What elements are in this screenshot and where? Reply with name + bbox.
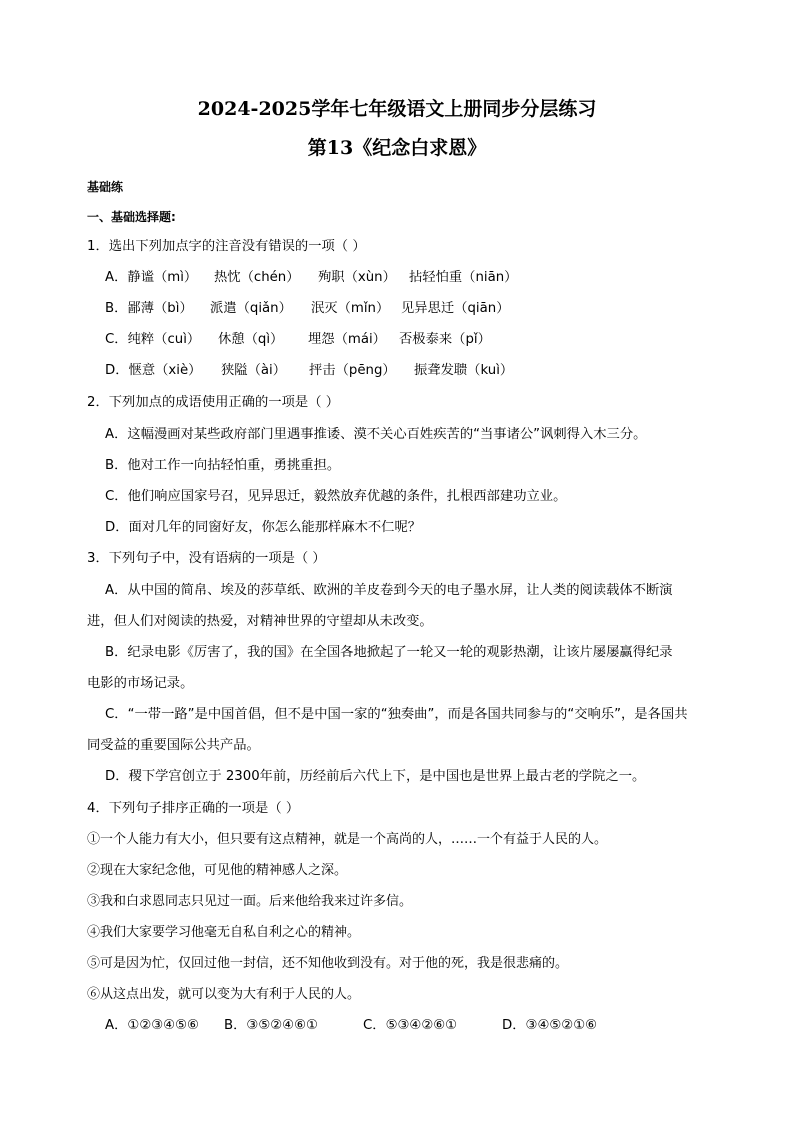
question-4-sentence-5: ⑤可是因为忙，仅回过他一封信，还不知他收到没有。对于他的死，我是很悲痛的。 [87,956,569,971]
option-b-item-1: B．鄙薄（bì） [105,301,193,316]
question-3-option-c-line-2: 同受益的重要国际公共产品。 [87,738,260,753]
document-title: 2024-2025学年七年级语文上册同步分层练习 [197,98,597,120]
question-1-stem: 1．选出下列加点字的注音没有错误的一项（ ） [87,239,366,254]
question-4-sentence-4: ④我们大家要学习他毫无自私自利之心的精神。 [87,925,361,940]
part-label: 一、基础选择题: [87,210,176,224]
question-2-stem: 2．下列加点的成语使用正确的一项是（ ） [87,395,340,410]
option-d-item-4: 振聋发聩（kuì） [414,363,514,378]
question-3-option-d: D．稷下学宫创立于 2300年前，历经前后六代上下，是中国也是世界上最古老的学院之一。 [105,769,646,784]
question-4-sentence-2: ②现在大家纪念他，可见他的精神感人之深。 [87,863,348,878]
option-b-item-4: 见异思迁（qiān） [401,301,510,316]
question-3-option-b-line-1: B．纪录电影《厉害了，我的国》在全国各地掀起了一轮又一轮的观影热潮，让该片屡屡赢得纪录 [105,645,673,660]
section-label: 基础练 [87,180,124,194]
question-3-option-c-line-1: C．“一带一路”是中国首倡，但不是中国一家的“独奏曲”，而是各国共同参与的“交响乐”，是各国共 [105,707,688,722]
question-2-option-d: D．面对几年的同窗好友，你怎么能那样麻木不仁呢？ [105,520,422,535]
lesson-title: 第13《纪念白求恩》 [307,137,487,159]
question-4-sentence-6: ⑥从这点出发，就可以变为大有利于人民的人。 [87,987,361,1002]
option-d-item-1: D．惬意（xiè） [105,363,202,378]
question-2-option-c: C．他们响应国家号召，见异思迁，毅然放弃优越的条件，扎根西部建功立业。 [105,489,567,504]
option-d-item-2: 狭隘（ài） [221,363,287,378]
option-c-item-4: 否极泰来（pǐ） [399,332,491,347]
question-4-option-b: B．③⑤②④⑥① [224,1018,318,1033]
question-3-option-b-line-2: 电影的市场记录。 [87,676,194,691]
question-4-option-c: C．⑤③④②⑥① [363,1018,458,1033]
option-a-item-4: 拈轻怕重（niān） [409,270,518,285]
option-d-item-3: 抨击（pēng） [309,363,396,378]
question-3-stem: 3．下列句子中，没有语病的一项是（ ） [87,551,326,566]
option-c-item-2: 休憩（qì） [218,332,284,347]
option-a-item-3: 殉职（xùn） [318,270,396,285]
question-3-option-a-line-2: 进，但人们对阅读的热爱，对精神世界的守望却从未改变。 [87,614,433,629]
question-4-stem: 4．下列句子排序正确的一项是（ ） [87,801,300,816]
option-b-item-3: 泯灭（mǐn） [311,301,390,316]
question-4-sentence-3: ③我和白求恩同志只见过一面。后来他给我来过许多信。 [87,894,413,909]
question-2-option-b: B．他对工作一向拈轻怕重，勇挑重担。 [105,458,341,473]
question-3-option-a-line-1: A．从中国的简帛、埃及的莎草纸、欧洲的羊皮卷到今天的电子墨水屏，让人类的阅读载体不断演 [105,583,673,598]
question-4-option-d: D．③④⑤②①⑥ [502,1018,598,1033]
question-2-option-a: A．这幅漫画对某些政府部门里遇事推诿、漠不关心百姓疾苦的“当事诸公”讽刺得入木三分。 [105,427,647,442]
option-c-item-1: C．纯粹（cuì） [105,332,201,347]
option-a-item-1: A．静谧（mì） [105,270,198,285]
option-a-item-2: 热忱（chén） [214,270,300,285]
question-4-option-a: A．①②③④⑤⑥ [105,1018,199,1033]
question-4-sentence-1: ①一个人能力有大小，但只要有这点精神，就是一个高尚的人，……一个有益于人民的人。 [87,832,608,847]
option-c-item-3: 埋怨（mái） [308,332,386,347]
option-b-item-2: 派遣（qiǎn） [210,301,292,316]
